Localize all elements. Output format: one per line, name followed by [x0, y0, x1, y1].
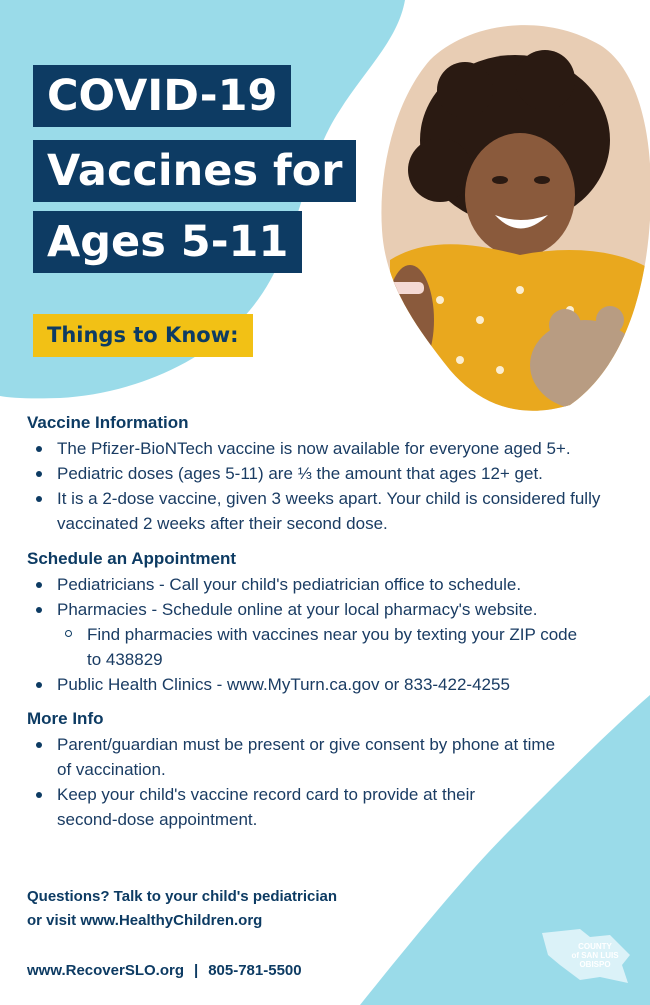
list-item: Keep your child's vaccine record card to provide at their second-dose appointment.: [27, 782, 537, 832]
footer-website-link[interactable]: www.RecoverSLO.org: [27, 962, 184, 979]
list-item: It is a 2-dose vaccine, given 3 weeks apart. Your child is considered fully vaccinated 2 weeks after their second dose.: [27, 486, 637, 536]
vaccine-info-list: [27, 436, 637, 536]
footer: [27, 960, 302, 982]
list-item: Parent/guardian must be present or give consent by phone at time of vaccination.: [27, 732, 557, 782]
list-item: Public Health Clinics - www.MyTurn.ca.gov or 833-422-4255: [27, 672, 637, 697]
questions-line-2: or visit www.HealthyChildren.org: [27, 912, 263, 929]
child-photo: [370, 20, 650, 412]
more-info-heading: More Info: [27, 709, 104, 728]
more-info-list: [27, 732, 637, 832]
title-line-2: Vaccines for: [33, 140, 356, 202]
questions-line-1: Questions? Talk to your child's pediatrician: [27, 888, 338, 905]
list-item: Pediatricians - Call your child's pediatrician office to schedule.: [27, 572, 637, 597]
list-item: The Pfizer-BioNTech vaccine is now available for everyone aged 5+.: [27, 436, 637, 461]
sub-list-item: Find pharmacies with vaccines near you by texting your ZIP code to 438829: [27, 622, 582, 672]
list-item: Pediatric doses (ages 5-11) are ⅓ the amount that ages 12+ get.: [27, 461, 637, 486]
title-line-1: COVID-19: [33, 65, 291, 127]
county-logo-text: COUNTY of SAN LUIS OBISPO: [571, 942, 619, 969]
title-line-3: Ages 5-11: [33, 211, 302, 273]
things-to-know-banner: Things to Know:: [33, 314, 253, 357]
schedule-list: [27, 572, 637, 697]
main-content: [27, 410, 637, 832]
schedule-heading: Schedule an Appointment: [27, 549, 237, 568]
footer-separator: |: [193, 962, 199, 979]
list-item: Pharmacies - Schedule online at your local pharmacy's website.: [27, 597, 637, 622]
vaccine-info-heading: Vaccine Information: [27, 413, 189, 432]
footer-phone[interactable]: 805-781-5500: [208, 962, 302, 979]
questions-text: [27, 885, 447, 933]
